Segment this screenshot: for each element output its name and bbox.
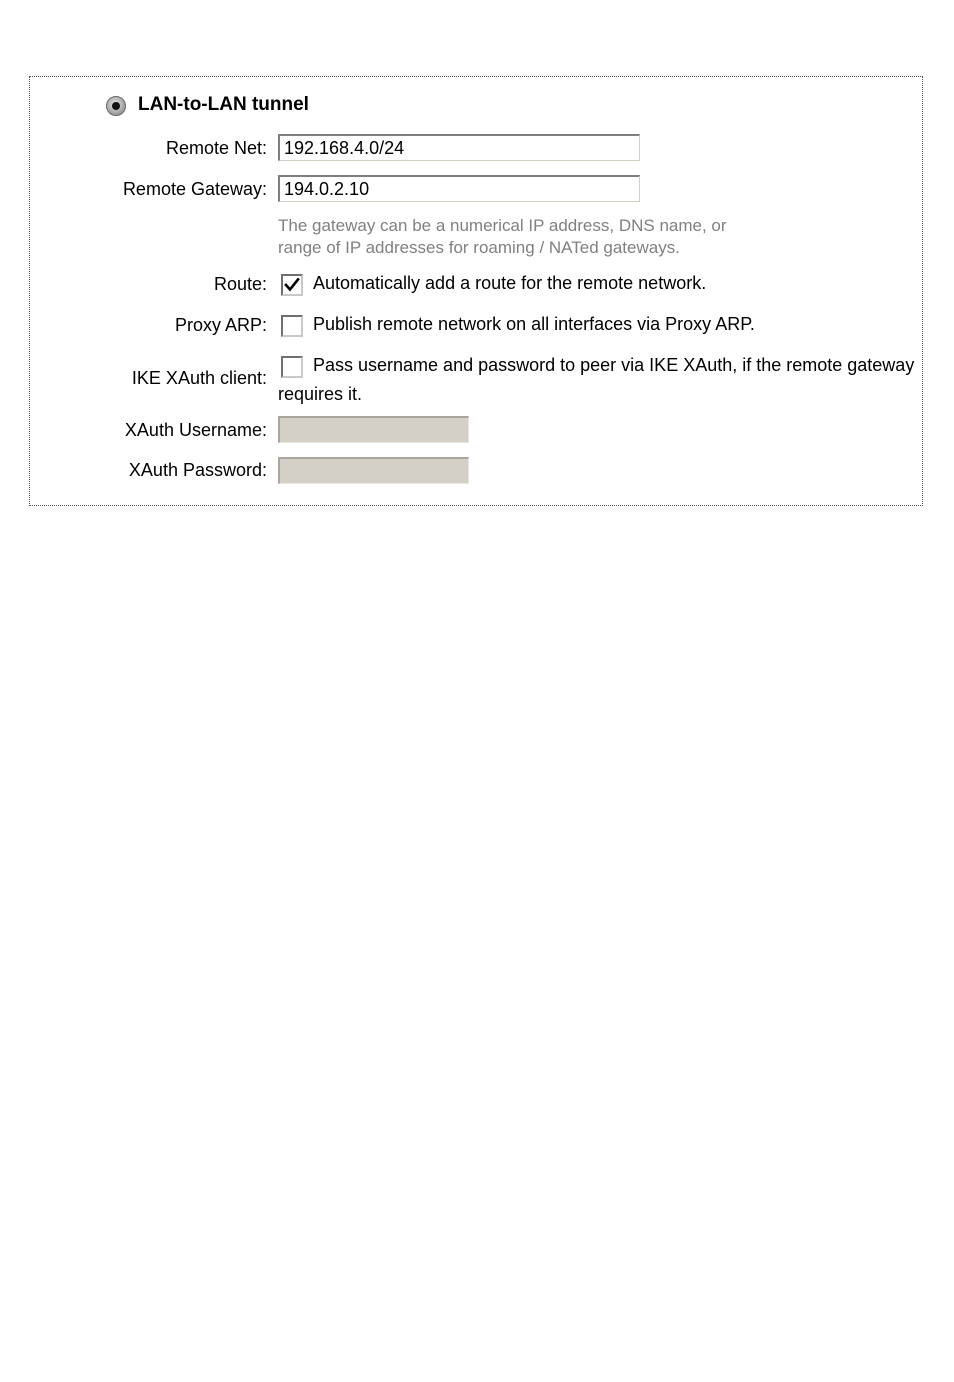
- proxy-arp-text: Publish remote network on all interfaces via Proxy ARP.: [313, 314, 755, 334]
- route-text: Automatically add a route for the remote network.: [313, 273, 707, 293]
- gateway-hint: [278, 215, 798, 259]
- route-checkbox[interactable]: [281, 274, 303, 296]
- proxy-arp-checkbox[interactable]: [281, 315, 303, 337]
- xauth-username-label: XAuth Username:: [124, 420, 267, 440]
- remote-gateway-label: Remote Gateway:: [122, 179, 267, 199]
- proxy-arp-label: Proxy ARP:: [174, 315, 267, 335]
- ike-xauth-text-line1: Pass username and password to peer via IKE XAuth, if the remote gateway: [313, 355, 915, 375]
- gateway-hint-line1: The gateway can be a numerical IP address, DNS name, or: [278, 216, 727, 235]
- remote-gateway-input[interactable]: 194.0.2.10: [278, 175, 640, 202]
- ike-xauth-label: IKE XAuth client:: [131, 368, 267, 388]
- xauth-password-input[interactable]: [278, 457, 469, 484]
- section-title: LAN-to-LAN tunnel: [138, 94, 309, 115]
- remote-net-input[interactable]: 192.168.4.0/24: [278, 134, 640, 161]
- route-label: Route:: [213, 274, 267, 294]
- xauth-password-label: XAuth Password:: [128, 460, 267, 480]
- remote-net-label: Remote Net:: [165, 138, 267, 158]
- ike-xauth-text-line2: requires it.: [278, 384, 363, 404]
- checkmark-icon: [284, 277, 300, 293]
- gateway-hint-line2: range of IP addresses for roaming / NATed gateways.: [278, 238, 680, 257]
- ike-xauth-checkbox[interactable]: [281, 356, 303, 378]
- xauth-username-input[interactable]: [278, 416, 469, 443]
- lan-to-lan-radio[interactable]: [106, 96, 126, 116]
